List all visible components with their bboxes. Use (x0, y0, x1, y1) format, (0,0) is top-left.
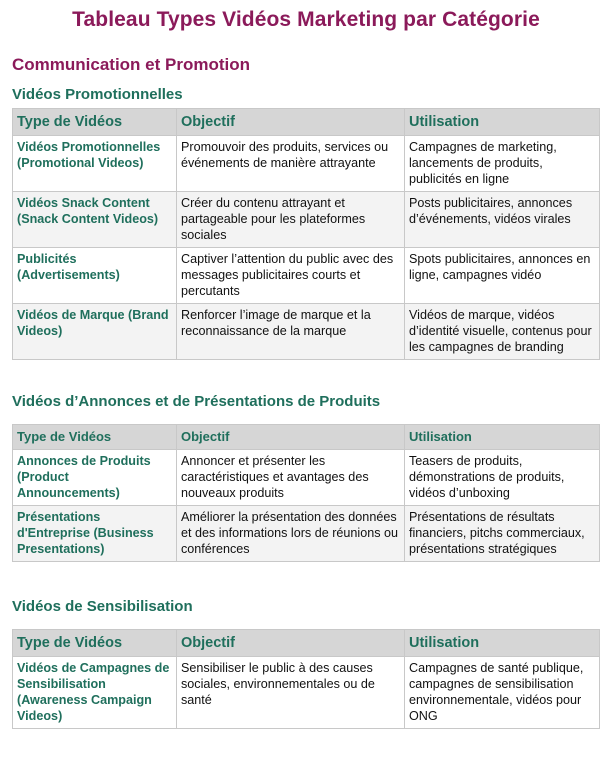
col-header-objectif: Objectif (177, 425, 405, 450)
cell-utilisation: Teasers de produits, démonstrations de produits, vidéos d’unboxing (405, 450, 600, 506)
table-2-heading: Vidéos d’Annonces et de Présentations de Produits (12, 393, 381, 410)
table-row (13, 506, 600, 562)
table-header-row (13, 630, 600, 657)
table-row (13, 248, 600, 304)
cell-utilisation: Posts publicitaires, annonces d’événements, vidéos virales (405, 192, 600, 248)
col-header-type: Type de Vidéos (13, 630, 177, 657)
cell-type: Vidéos de Campagnes de Sensibilisation (Awareness Campaign Videos) (13, 657, 177, 729)
table-row (13, 450, 600, 506)
table-video-promotion (12, 108, 600, 360)
section-title: Communication et Promotion (12, 55, 250, 74)
cell-objectif: Sensibiliser le public à des causes sociales, environnementales ou de santé (177, 657, 405, 729)
table-video-annonces (12, 424, 600, 562)
cell-utilisation: Spots publicitaires, annonces en ligne, campagnes vidéo (405, 248, 600, 304)
cell-utilisation: Campagnes de marketing, lancements de produits, publicités en ligne (405, 136, 600, 192)
col-header-utilisation: Utilisation (405, 630, 600, 657)
cell-type: Publicités (Advertisements) (13, 248, 177, 304)
cell-objectif: Annoncer et présenter les caractéristiques et avantages des nouveaux produits (177, 450, 405, 506)
col-header-type: Type de Vidéos (13, 109, 177, 136)
cell-type: Vidéos Snack Content (Snack Content Videos) (13, 192, 177, 248)
col-header-utilisation: Utilisation (405, 109, 600, 136)
table-row (13, 192, 600, 248)
cell-objectif: Améliorer la présentation des données et des informations lors de réunions ou conférences (177, 506, 405, 562)
cell-type: Présentations d'Entreprise (Business Presentations) (13, 506, 177, 562)
table-row (13, 136, 600, 192)
col-header-objectif: Objectif (177, 109, 405, 136)
cell-objectif: Promouvoir des produits, services ou événements de manière attrayante (177, 136, 405, 192)
table-1-heading: Vidéos Promotionnelles (12, 86, 183, 103)
cell-type: Vidéos Promotionnelles (Promotional Videos) (13, 136, 177, 192)
table-3-heading: Vidéos de Sensibilisation (12, 598, 193, 615)
cell-utilisation: Campagnes de santé publique, campagnes de sensibilisation environnementale, vidéos pour ONG (405, 657, 600, 729)
cell-utilisation: Vidéos de marque, vidéos d’identité visuelle, contenus pour les campagnes de branding (405, 304, 600, 360)
cell-utilisation: Présentations de résultats financiers, pitchs commerciaux, présentations stratégiques (405, 506, 600, 562)
table-video-sensibilisation (12, 629, 600, 729)
table-header-row (13, 109, 600, 136)
cell-type: Annonces de Produits (Product Announcements) (13, 450, 177, 506)
cell-type: Vidéos de Marque (Brand Videos) (13, 304, 177, 360)
table-row (13, 657, 600, 729)
col-header-type: Type de Vidéos (13, 425, 177, 450)
col-header-utilisation: Utilisation (405, 425, 600, 450)
cell-objectif: Renforcer l’image de marque et la reconnaissance de la marque (177, 304, 405, 360)
table-header-row (13, 425, 600, 450)
table-row (13, 304, 600, 360)
page-title: Tableau Types Vidéos Marketing par Catégorie (72, 8, 540, 31)
cell-objectif: Captiver l’attention du public avec des messages publicitaires courts et percutants (177, 248, 405, 304)
col-header-objectif: Objectif (177, 630, 405, 657)
cell-objectif: Créer du contenu attrayant et partageable pour les plateformes sociales (177, 192, 405, 248)
